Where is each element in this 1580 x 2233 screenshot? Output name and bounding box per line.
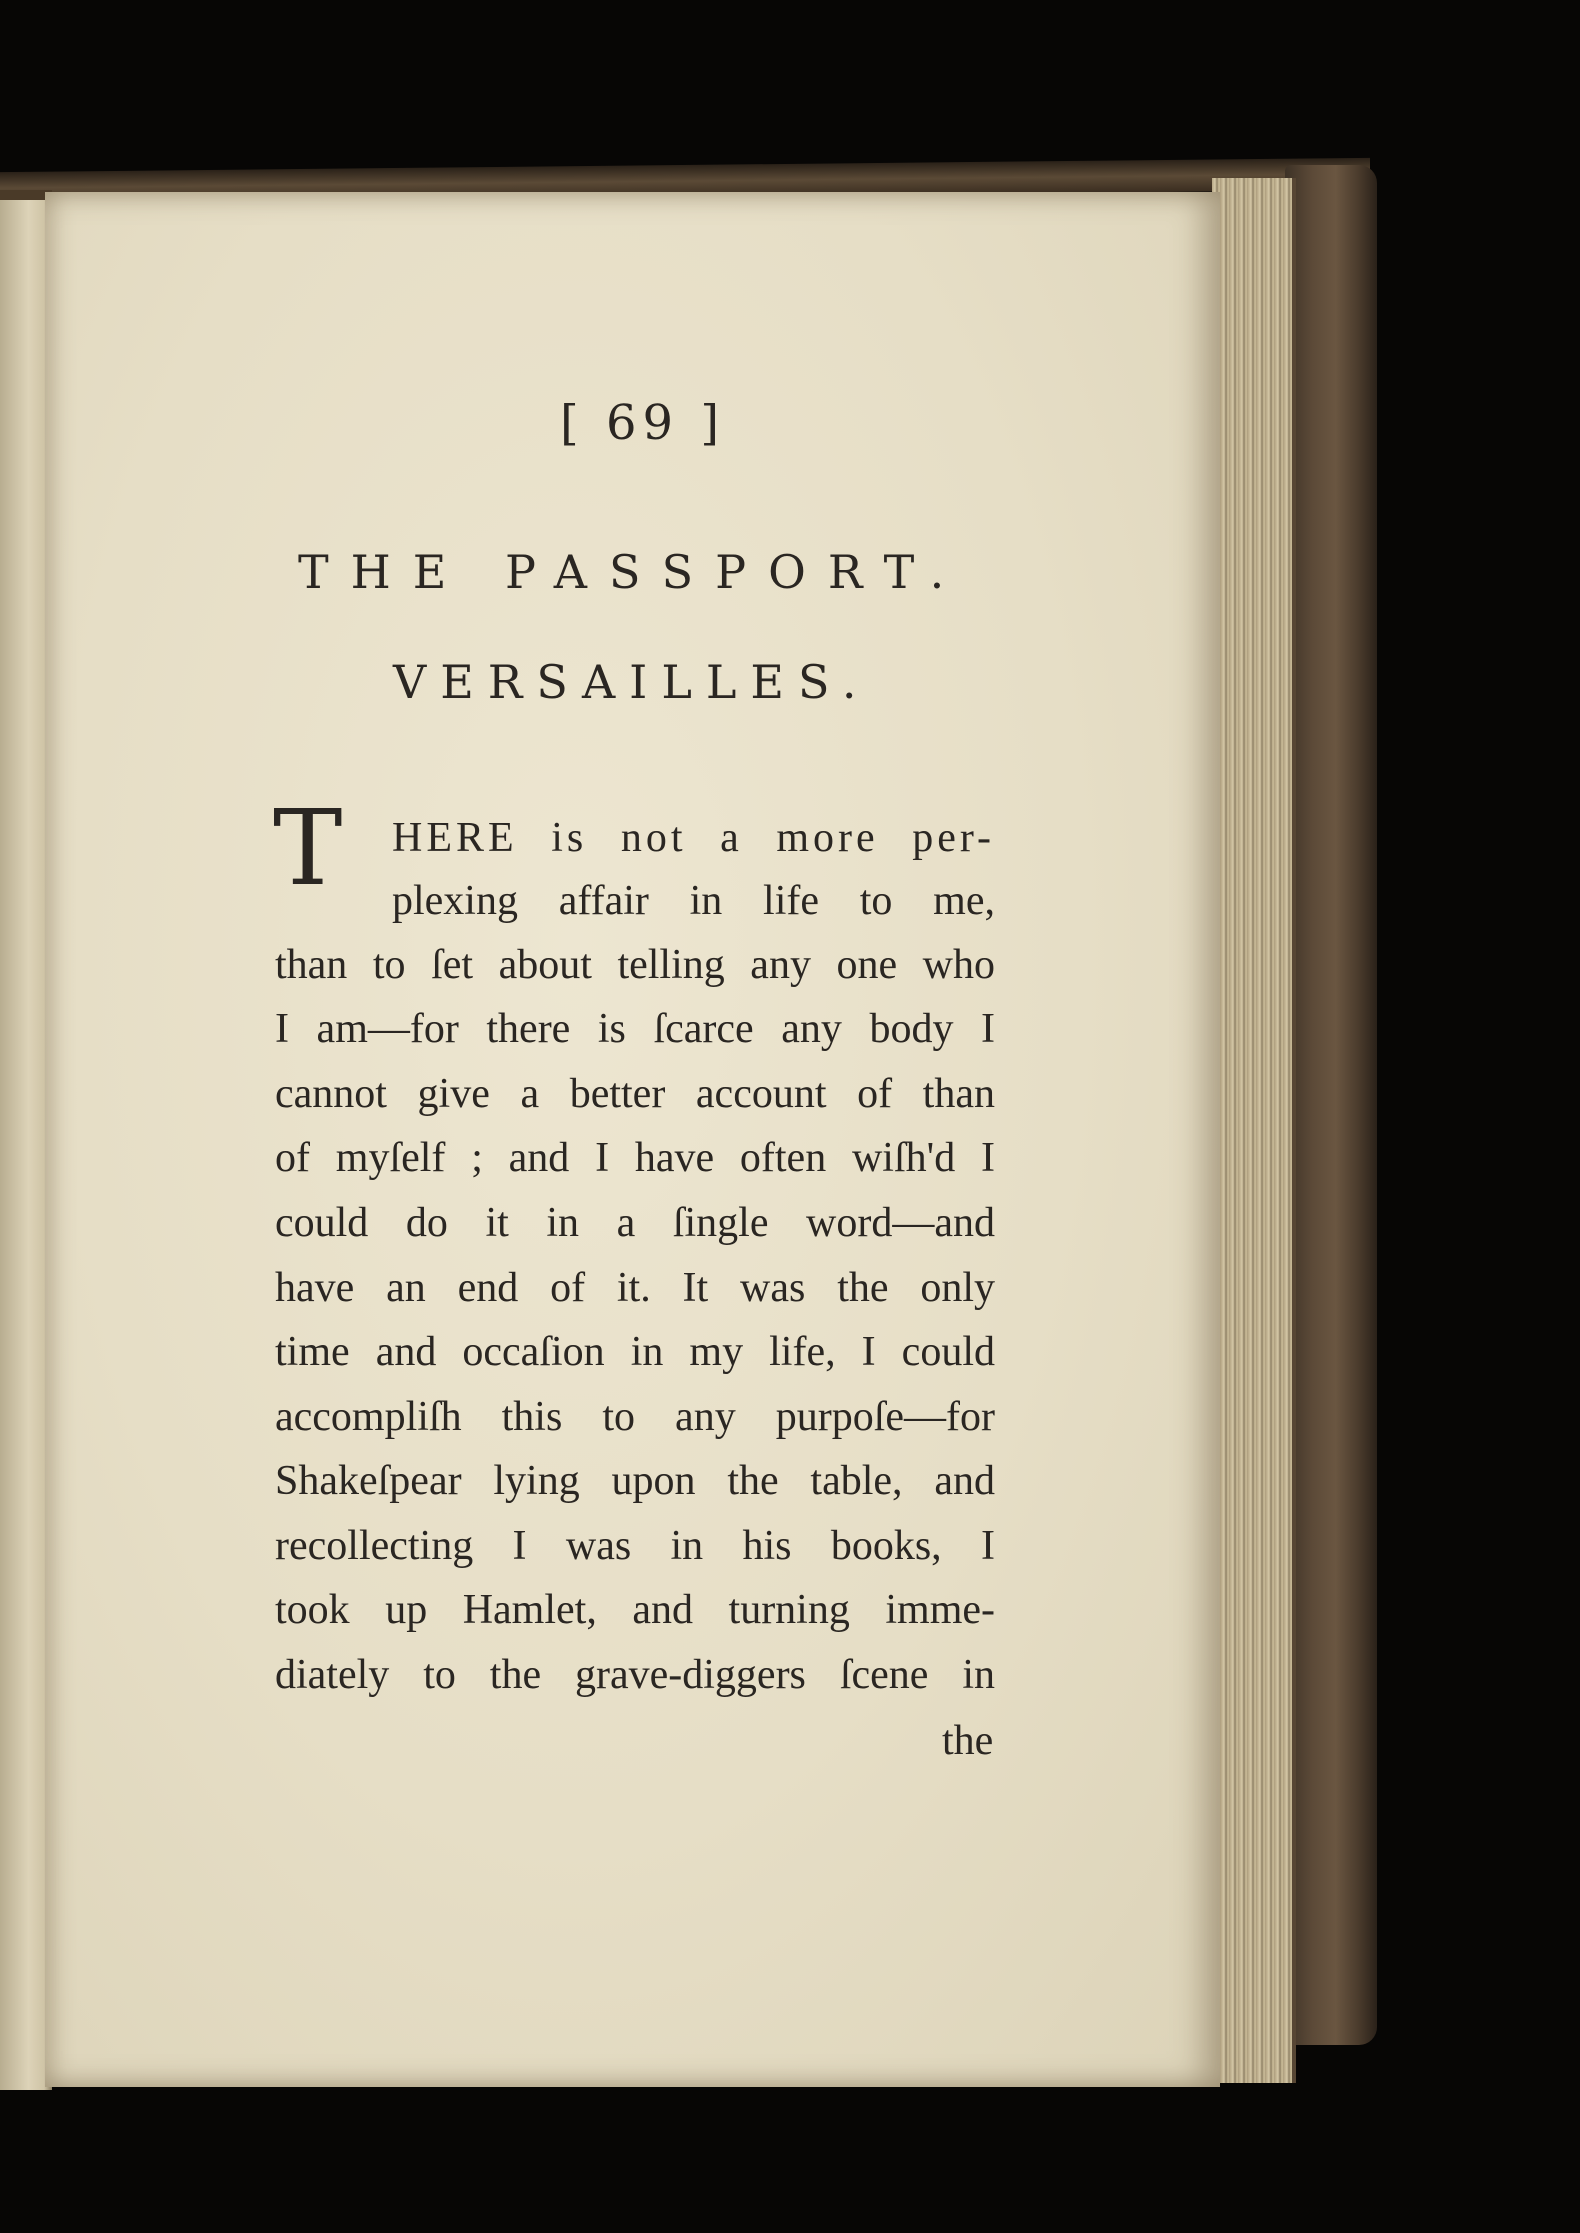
body-line: time and occaſion in my life, I could [275, 1329, 995, 1375]
catchword: the [942, 1718, 994, 1764]
body-line: have an end of it. It was the only [275, 1265, 995, 1311]
body-line: than to ſet about telling any one who [275, 942, 995, 988]
body-line: took up Hamlet, and turning imme- [275, 1587, 995, 1633]
chapter-subtitle: VERSAILLES. [393, 655, 871, 709]
page-edges-stack [1212, 178, 1296, 2083]
chapter-title: THE PASSPORT. [298, 545, 967, 599]
body-line: accompliſh this to any purpoſe—for [275, 1394, 995, 1440]
body-line: could do it in a ſingle word—and [275, 1200, 995, 1246]
page-number: [ 69 ] [560, 395, 726, 451]
body-line: I am—for there is ſcarce any body I [275, 1006, 995, 1052]
first-line-text: HERE is not a more per- [392, 815, 995, 861]
body-line: diately to the grave-diggers ſcene in [275, 1652, 995, 1698]
body-line: recollecting I was in his books, I [275, 1523, 995, 1569]
drop-cap: T [273, 787, 343, 909]
leather-cover [1285, 165, 1377, 2045]
body-line: Shakeſpear lying upon the table, and [275, 1458, 995, 1504]
body-line: cannot give a better account of than [275, 1071, 995, 1117]
body-line: of myſelf ; and I have often wiſh'd I [275, 1135, 995, 1181]
body-line: plexing affair in life to me, [392, 878, 995, 924]
